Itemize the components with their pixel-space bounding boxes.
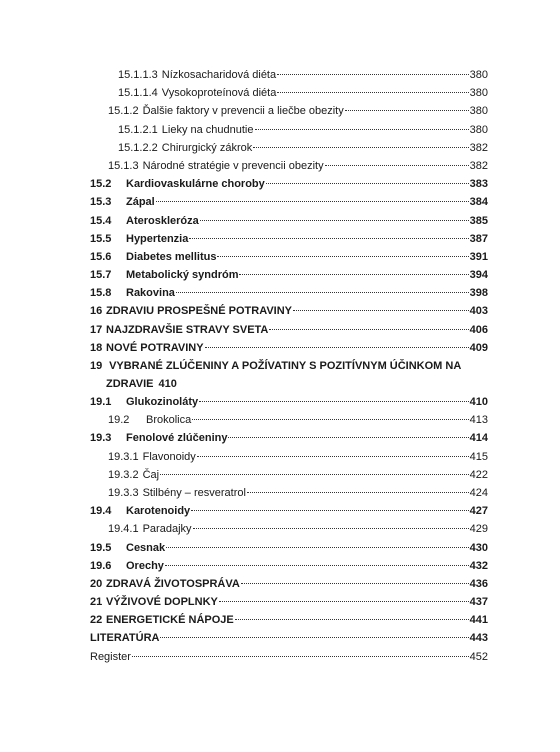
toc-entry-page: 441 — [469, 614, 488, 627]
toc-entry-title: Lieky na chudnutie — [161, 123, 254, 136]
toc-entry-title: Chirurgický zákrok — [161, 141, 253, 154]
toc-entry-title: LITERATÚRA — [90, 632, 160, 645]
toc-entry-title: Stilbény – resveratrol — [142, 486, 246, 499]
toc-entry-number: 15.2 — [90, 178, 112, 191]
toc-entry[interactable] — [90, 393, 488, 411]
dot-leader — [160, 473, 469, 475]
toc-entry[interactable] — [90, 84, 488, 102]
toc-entry-title: Ďalšie faktory v prevencii a liečbe obezity — [142, 105, 344, 118]
toc-entry-number: 19.3.3 — [108, 486, 139, 499]
toc-entry-page: 380 — [469, 123, 488, 136]
dot-leader — [193, 527, 469, 529]
toc-entry-number: 19 — [90, 360, 103, 372]
toc-entry-number: 17 — [90, 323, 103, 336]
dot-leader — [191, 509, 468, 511]
toc-entry-title: Národné stratégie v prevencii obezity — [142, 159, 324, 172]
dot-leader — [205, 346, 469, 348]
toc-entry-page: 429 — [469, 523, 488, 536]
toc-entry-number: 19.5 — [90, 541, 112, 554]
toc-entry[interactable] — [90, 321, 488, 339]
dot-leader — [200, 219, 469, 221]
dot-leader — [255, 128, 469, 130]
toc-entry-page: 436 — [469, 577, 488, 590]
toc-entry[interactable] — [90, 266, 488, 284]
toc-entry-title: Zápal — [126, 196, 155, 209]
toc-entry-title: ENERGETICKÉ NÁPOJE — [106, 614, 234, 627]
toc-entry-page: 380 — [469, 87, 488, 100]
toc-entry[interactable] — [90, 121, 488, 139]
toc-entry-page: 424 — [469, 486, 488, 499]
toc-entry-page: 422 — [469, 468, 488, 481]
toc-entry-title: ZDRAVIU PROSPEŠNÉ POTRAVINY — [106, 305, 293, 318]
dot-leader — [241, 582, 469, 584]
toc-entry-number: 16 — [90, 305, 103, 318]
toc-entry-number: 22 — [90, 614, 103, 627]
toc-entry[interactable] — [90, 230, 488, 248]
toc-entry-title: Cesnak — [126, 541, 166, 554]
toc-entry-title: Karotenoidy — [126, 505, 191, 518]
toc-entry-title: Diabetes mellitus — [126, 250, 217, 263]
toc-entry-title: Vysokoproteínová diéta — [161, 87, 277, 100]
toc-entry-number: 19.6 — [90, 559, 112, 572]
toc-entry-page: 398 — [469, 287, 488, 300]
toc-entry[interactable] — [90, 429, 488, 447]
toc-entry-page: 414 — [469, 432, 488, 445]
toc-entry-page: 443 — [469, 632, 488, 645]
dot-leader — [228, 436, 468, 438]
toc-entry[interactable] — [90, 157, 488, 175]
toc-entry-page: 384 — [469, 196, 488, 209]
toc-entry[interactable] — [90, 193, 488, 211]
toc-entry-number: 19.4 — [90, 505, 112, 518]
toc-entry-title: Orechy — [126, 559, 164, 572]
toc-entry[interactable] — [90, 484, 488, 502]
toc-entry[interactable] — [90, 539, 488, 557]
toc-entry-page: 415 — [469, 450, 488, 463]
toc-entry-title: Kardiovaskulárne choroby — [126, 178, 265, 191]
toc-entry[interactable] — [90, 466, 488, 484]
toc-entry[interactable] — [90, 448, 488, 466]
toc-entry[interactable] — [90, 502, 488, 520]
toc-entry[interactable] — [90, 248, 488, 266]
toc-entry[interactable] — [90, 139, 488, 157]
toc-entry[interactable] — [90, 66, 488, 84]
toc-entry-title-continuation: ZDRAVIE — [106, 378, 154, 391]
dot-leader — [165, 564, 469, 566]
toc-entry[interactable] — [90, 102, 488, 120]
dot-leader — [269, 328, 468, 330]
toc-entry[interactable] — [90, 212, 488, 230]
toc-entry-title: Flavonoidy — [142, 450, 196, 463]
toc-entry-page: 430 — [469, 541, 488, 554]
toc-entry[interactable] — [90, 593, 488, 611]
toc-entry[interactable] — [90, 175, 488, 193]
dot-leader — [199, 400, 469, 402]
toc-entry[interactable] — [90, 411, 488, 429]
dot-leader — [176, 291, 469, 293]
toc-entry-number: 21 — [90, 596, 103, 609]
toc-entry-number: 15.3 — [90, 196, 112, 209]
dot-leader — [160, 636, 468, 638]
toc-entry-number: 19.2 — [108, 414, 130, 427]
toc-entry-number: 15.1.2 — [108, 105, 139, 118]
toc-entry-page: 387 — [469, 232, 488, 245]
toc-entry-title: Hypertenzia — [126, 232, 189, 245]
toc-entry[interactable] — [90, 302, 488, 320]
dot-leader — [253, 146, 468, 148]
toc-entry-page: 385 — [469, 214, 488, 227]
table-of-contents — [90, 66, 488, 666]
toc-entry-number: 15.1.2.2 — [118, 141, 158, 154]
toc-entry[interactable] — [90, 611, 488, 629]
dot-leader — [192, 418, 468, 420]
toc-entry-title: Glukozinoláty — [126, 396, 199, 408]
dot-leader — [293, 309, 469, 311]
toc-entry[interactable] — [90, 520, 488, 538]
dot-leader — [217, 255, 468, 257]
toc-entry-page: 380 — [469, 105, 488, 118]
toc-entry[interactable] — [90, 284, 488, 302]
toc-entry-page: 413 — [469, 414, 488, 427]
toc-entry-title: VYBRANÉ ZLÚČENINY A POŽÍVATINY S POZITÍVNYM ÚČINKOM NA — [109, 360, 462, 372]
dot-leader — [239, 273, 468, 275]
toc-entry-title: Čaj — [142, 468, 160, 481]
toc-entry-page: 406 — [469, 323, 488, 336]
toc-entry-number: 15.8 — [90, 287, 112, 300]
toc-entry[interactable] — [90, 557, 488, 575]
dot-leader — [219, 600, 469, 602]
toc-entry-title: Fenolové zlúčeniny — [126, 432, 228, 445]
toc-entry-page: 410 — [469, 396, 488, 408]
toc-entry-title: Nízkosacharidová diéta — [161, 69, 277, 81]
toc-entry-number: 15.1.1.3 — [118, 69, 158, 81]
toc-entry-page: 391 — [469, 250, 488, 263]
toc-entry-page: 403 — [469, 305, 488, 318]
dot-leader — [166, 546, 469, 548]
toc-entry-number: 19.3.1 — [108, 450, 139, 463]
toc-entry-title: Paradajky — [142, 523, 192, 536]
dot-leader — [325, 164, 469, 166]
toc-entry-number: 15.7 — [90, 269, 112, 282]
dot-leader — [189, 237, 468, 239]
dot-leader — [247, 491, 469, 493]
toc-entry-title: Brokolica — [146, 414, 192, 427]
toc-entry-page: 427 — [469, 505, 488, 518]
toc-entry-number: 15.4 — [90, 214, 112, 227]
toc-entry-page: 380 — [469, 69, 488, 81]
dot-leader — [277, 91, 468, 93]
toc-entry-title: Rakovina — [126, 287, 175, 300]
toc-entry-page: 394 — [469, 269, 488, 282]
toc-entry-page: 383 — [469, 178, 488, 191]
dot-leader — [266, 182, 469, 184]
toc-entry-title: Metabolický syndróm — [126, 269, 239, 282]
toc-entry-page: 409 — [469, 341, 488, 354]
toc-entry-number: 19.1 — [90, 396, 112, 408]
dot-leader — [235, 618, 469, 620]
toc-entry-title: NAJZDRAVŠIE STRAVY SVETA — [106, 323, 269, 336]
toc-entry[interactable] — [90, 648, 488, 666]
toc-entry-title: VÝŽIVOVÉ DOPLNKY — [106, 596, 218, 609]
toc-entry-number: 15.1.2.1 — [118, 123, 158, 136]
toc-entry-page: 382 — [469, 141, 488, 154]
toc-entry-number: 19.3 — [90, 432, 112, 445]
toc-entry-number: 15.1.1.4 — [118, 87, 158, 100]
dot-leader — [197, 455, 469, 457]
toc-entry-page: 432 — [469, 559, 488, 572]
toc-entry-number: 19.4.1 — [108, 523, 139, 536]
toc-entry-page: 382 — [469, 159, 488, 172]
toc-entry-title: Ateroskleróza — [126, 214, 199, 227]
dot-leader — [345, 109, 469, 111]
toc-entry-number: 15.1.3 — [108, 159, 139, 172]
dot-leader — [132, 655, 469, 657]
toc-entry-number: 20 — [90, 577, 103, 590]
toc-entry-title: ZDRAVÁ ŽIVOTOSPRÁVA — [106, 577, 240, 590]
toc-entry-number: 19.3.2 — [108, 468, 139, 481]
toc-entry[interactable] — [90, 339, 488, 357]
toc-entry[interactable] — [90, 575, 488, 593]
dot-leader — [156, 200, 469, 202]
toc-entry-number: 15.6 — [90, 250, 112, 263]
toc-entry-page: 452 — [469, 650, 488, 663]
toc-entry-title: NOVÉ POTRAVINY — [106, 341, 204, 354]
toc-entry-number: 18 — [90, 341, 103, 354]
dot-leader — [277, 73, 469, 75]
toc-entry[interactable] — [90, 629, 488, 647]
toc-entry-page: 437 — [469, 596, 488, 609]
toc-entry[interactable] — [90, 357, 488, 393]
toc-entry-title: Register — [90, 650, 131, 663]
toc-entry-page: 410 — [158, 378, 177, 391]
toc-entry-number: 15.5 — [90, 232, 112, 245]
